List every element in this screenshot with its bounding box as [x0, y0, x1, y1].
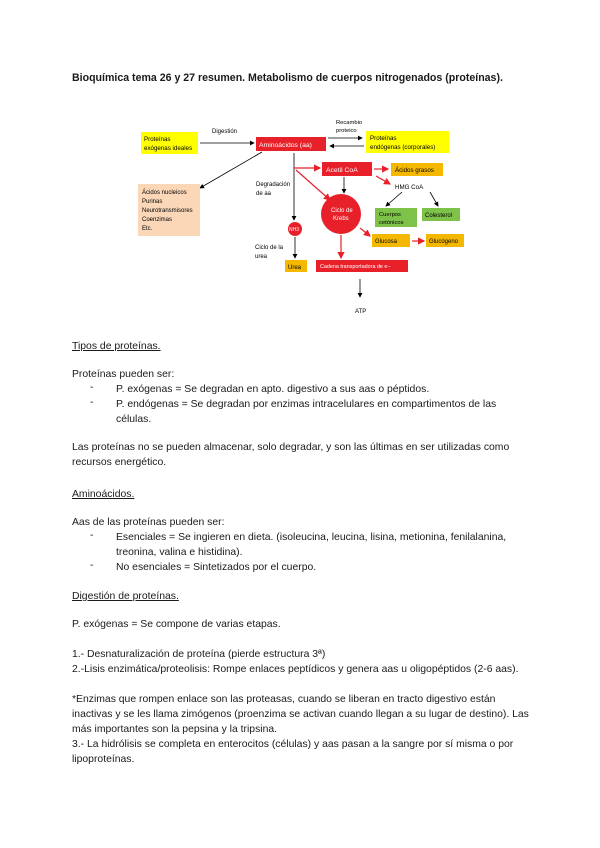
- compound-purines: Purinas: [142, 199, 163, 205]
- aa-degradation-line1: Degradación: [256, 182, 291, 188]
- aminoacidos-intro: Aas de las proteínas pueden ser:: [72, 517, 225, 528]
- bullet-dash: -: [90, 530, 94, 541]
- hmg-coa-label: HMG CoA: [395, 184, 424, 191]
- fatty-acids-box: [391, 163, 443, 176]
- glucose-label: Glucosa: [375, 239, 398, 245]
- aminoacidos-item-1: Esenciales = Se ingieren en dieta. (isoleucina, leucina, lisina, metionina, fenilalanina, treonina, valina e histidina).: [116, 532, 507, 558]
- urea-label: Urea: [288, 265, 302, 271]
- glycogen-label: Glucógeno: [429, 239, 459, 245]
- section-heading-tipos: Tipos de proteínas.: [72, 341, 161, 352]
- section-heading-digestion: Digestión de proteínas.: [72, 591, 179, 602]
- compound-etc: Etc.: [142, 226, 153, 232]
- digestion-step-2: 2.-Lisis enzimática/proteolisis: Rompe enlaces peptídicos y genera aas u oligopéptidos (2-6 aas).: [72, 664, 519, 675]
- atp-label: ATP: [355, 309, 367, 315]
- protein-turnover-line1: Recambio: [336, 120, 363, 126]
- compound-neurotransmitters: Neurotransmisores: [142, 208, 193, 214]
- nitrogen-compounds-box: [138, 184, 200, 236]
- acetyl-coa-box: [322, 162, 372, 176]
- digestion-label: Digestión: [212, 129, 238, 135]
- aa-degradation-line2: de aa: [256, 191, 272, 197]
- digestion-step-3: 3.- La hidrólisis se completa en enterocitos (células) y aas pasan a la sangre por sí misma o por lipoproteínas.: [72, 739, 514, 765]
- bullet-dash: -: [90, 382, 94, 393]
- exogenous-proteins-box: [141, 132, 198, 154]
- exogenous-proteins-line1: Proteínas: [144, 136, 171, 143]
- protein-turnover-line2: proteico: [336, 128, 357, 134]
- urea-cycle-line2: urea: [255, 254, 268, 260]
- nh3-circle: [288, 222, 302, 236]
- tipos-intro: Proteínas pueden ser:: [72, 369, 175, 380]
- krebs-line2: Krebs: [333, 216, 349, 222]
- cholesterol-label: Colesterol: [425, 213, 453, 219]
- bullet-dash: -: [90, 560, 94, 571]
- glycogen-box: [426, 234, 464, 247]
- aminoacidos-item-2: No esenciales = Sintetizados por el cuerpo.: [116, 562, 317, 573]
- amino-acids-label: Aminoácidos (aa): [259, 142, 312, 149]
- bullet-dash: -: [90, 397, 94, 408]
- urea-cycle-line1: Ciclo de la: [255, 245, 284, 251]
- document-title: Bioquímica tema 26 y 27 resumen. Metabolismo de cuerpos nitrogenados (proteínas).: [72, 72, 503, 84]
- endogenous-proteins-line1: Proteínas: [370, 135, 397, 142]
- acetyl-coa-label: Acetil CoA: [326, 167, 358, 174]
- electron-transport-chain-label: Cadena transportadora de e−: [320, 264, 391, 270]
- ketone-bodies-box: [375, 208, 417, 227]
- section-heading-aminoacidos: Aminoácidos.: [72, 489, 135, 500]
- endogenous-proteins-box: [366, 131, 449, 153]
- fatty-acids-label: Ácidos grasos: [395, 167, 434, 174]
- digestion-intro: P. exógenas = Se compone de varias etapas.: [72, 619, 281, 630]
- ketone-bodies-line2: cetónicos: [379, 220, 404, 226]
- krebs-cycle-circle: [321, 194, 361, 234]
- nh3-label: NH3: [289, 227, 300, 233]
- glucose-box: [372, 234, 410, 247]
- electron-transport-chain-box: [316, 260, 408, 272]
- digestion-note: *Enzimas que rompen enlace son las proteasas, cuando se liberan en tracto digestivo están inactivas y se les llama zimógenos (proenzima se activan cuando llegan a su lugar de destino). Las más importantes son la pepsina y la tripsina.: [72, 694, 529, 735]
- tipos-paragraph: Las proteínas no se pueden almacenar, solo degradar, y son las últimas en ser utilizadas como recursos energético.: [72, 442, 510, 468]
- metabolism-diagram: [0, 0, 600, 330]
- exogenous-proteins-line2: exógenas ideales: [144, 145, 193, 152]
- ketone-bodies-line1: Cuerpos: [379, 212, 401, 218]
- amino-acids-box: [256, 137, 326, 151]
- compound-coenzymes: Coenzimas: [142, 217, 173, 223]
- tipos-item-1: P. exógenas = Se degradan en apto. digestivo a sus aas o péptidos.: [116, 384, 430, 395]
- digestion-step-1: 1.- Desnaturalización de proteína (pierde estructura 3ª): [72, 649, 326, 660]
- compound-nucleic-acids: Ácidos nucleicos: [142, 190, 187, 196]
- endogenous-proteins-line2: endógenas (corporales): [370, 144, 436, 151]
- tipos-item-2: P. endógenas = Se degradan por enzimas intracelulares en compartimentos de las células.: [116, 399, 497, 425]
- urea-box: [285, 260, 307, 272]
- cholesterol-box: [422, 208, 460, 221]
- krebs-line1: Ciclo de: [331, 208, 353, 214]
